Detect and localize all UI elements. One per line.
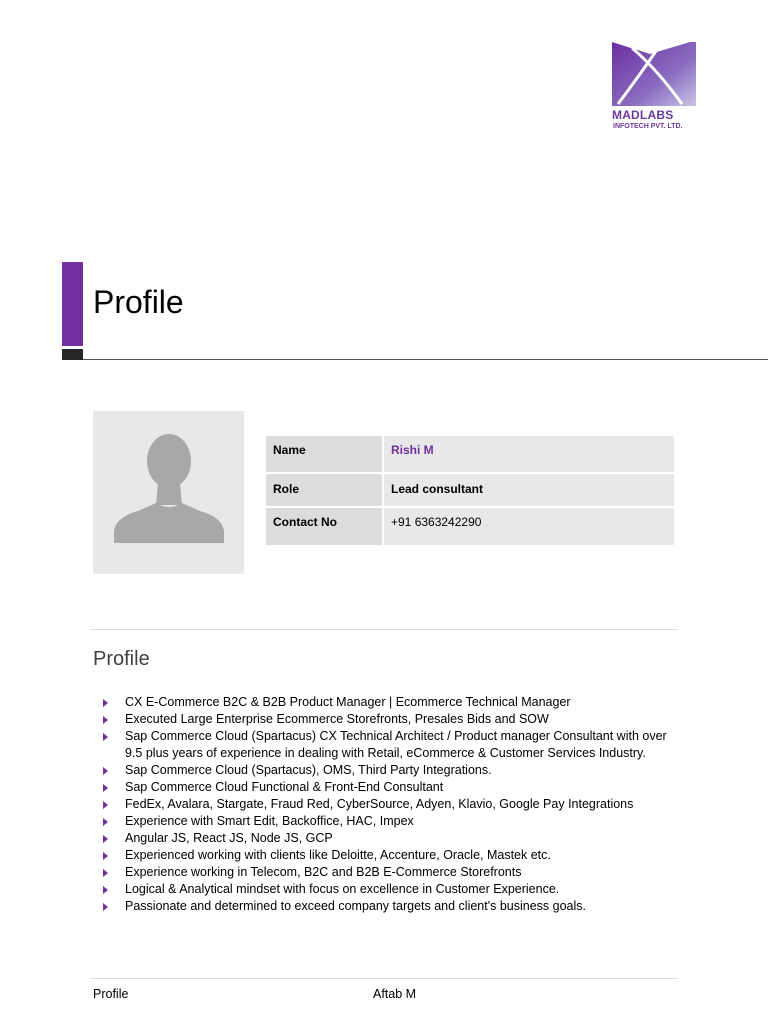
bullet-text: Sap Commerce Cloud (Spartacus), OMS, Third Party Integrations. <box>125 763 492 777</box>
title-accent-bar <box>62 262 83 346</box>
list-item <box>100 711 670 728</box>
bullet-arrow-icon <box>103 784 108 792</box>
bullet-text: Sap Commerce Cloud (Spartacus) CX Technical Architect / Product manager Consultant with over 9.5 plus years of experience in dealing with Retail, eCommerce & Customer Services Industry. <box>125 729 667 760</box>
list-item <box>100 813 670 830</box>
bullet-text: Experience working in Telecom, B2C and B2B E-Commerce Storefronts <box>125 865 522 879</box>
bullet-arrow-icon <box>103 869 108 877</box>
contact-row <box>266 508 674 545</box>
bullet-text: Logical & Analytical mindset with focus on excellence in Customer Experience. <box>125 882 560 896</box>
bullet-text: Passionate and determined to exceed company targets and client's business goals. <box>125 899 586 913</box>
list-item <box>100 864 670 881</box>
list-item <box>100 762 670 779</box>
bullet-arrow-icon <box>103 699 108 707</box>
section-divider <box>90 629 678 630</box>
list-item <box>100 847 670 864</box>
bullet-text: Experienced working with clients like Deloitte, Accenture, Oracle, Mastek etc. <box>125 848 551 862</box>
footer-left-text: Profile <box>93 987 129 1001</box>
bullet-text: Executed Large Enterprise Ecommerce Storefronts, Presales Bids and SOW <box>125 712 549 726</box>
list-item <box>100 694 670 711</box>
bullet-text: CX E-Commerce B2C & B2B Product Manager | Ecommerce Technical Manager <box>125 695 571 709</box>
list-item <box>100 881 670 898</box>
bullet-arrow-icon <box>103 716 108 724</box>
name-label: Name <box>266 436 382 472</box>
list-item <box>100 728 670 762</box>
madlabs-logo-icon <box>612 42 696 106</box>
name-value: Rishi M <box>384 436 674 472</box>
contact-value: +91 6363242290 <box>384 508 674 545</box>
list-item <box>100 898 670 915</box>
contact-label: Contact No <box>266 508 382 545</box>
bullet-text: Experience with Smart Edit, Backoffice, HAC, Impex <box>125 814 414 828</box>
bullet-text: Sap Commerce Cloud Functional & Front-End Consultant <box>125 780 444 794</box>
avatar-icon <box>114 429 224 544</box>
bullet-arrow-icon <box>103 903 108 911</box>
footer-divider <box>90 978 678 979</box>
title-divider <box>83 359 768 360</box>
logo-subtitle: INFOTECH PVT. LTD. <box>613 123 683 130</box>
role-value: Lead consultant <box>384 474 674 506</box>
title-accent-dark <box>62 349 83 360</box>
company-logo <box>610 42 700 132</box>
bullet-text: FedEx, Avalara, Stargate, Fraud Red, CyberSource, Adyen, Klavio, Google Pay Integrations <box>125 797 634 811</box>
bullet-arrow-icon <box>103 801 108 809</box>
bullet-arrow-icon <box>103 733 108 741</box>
bullet-arrow-icon <box>103 835 108 843</box>
page-title: Profile <box>93 284 184 320</box>
bullet-arrow-icon <box>103 852 108 860</box>
bullet-text: Angular JS, React JS, Node JS, GCP <box>125 831 333 845</box>
name-row <box>266 436 674 472</box>
list-item <box>100 796 670 813</box>
list-item <box>100 779 670 796</box>
bullet-arrow-icon <box>103 886 108 894</box>
bullet-arrow-icon <box>103 767 108 775</box>
role-label: Role <box>266 474 382 506</box>
profile-info-table <box>266 436 674 547</box>
list-item <box>100 830 670 847</box>
footer-center-text: Aftab M <box>373 987 417 1001</box>
profile-bullet-list <box>100 694 670 915</box>
role-row <box>266 474 674 506</box>
section-title: Profile <box>93 648 150 670</box>
profile-photo-placeholder <box>93 411 244 574</box>
logo-name: MADLABS <box>612 108 674 122</box>
bullet-arrow-icon <box>103 818 108 826</box>
